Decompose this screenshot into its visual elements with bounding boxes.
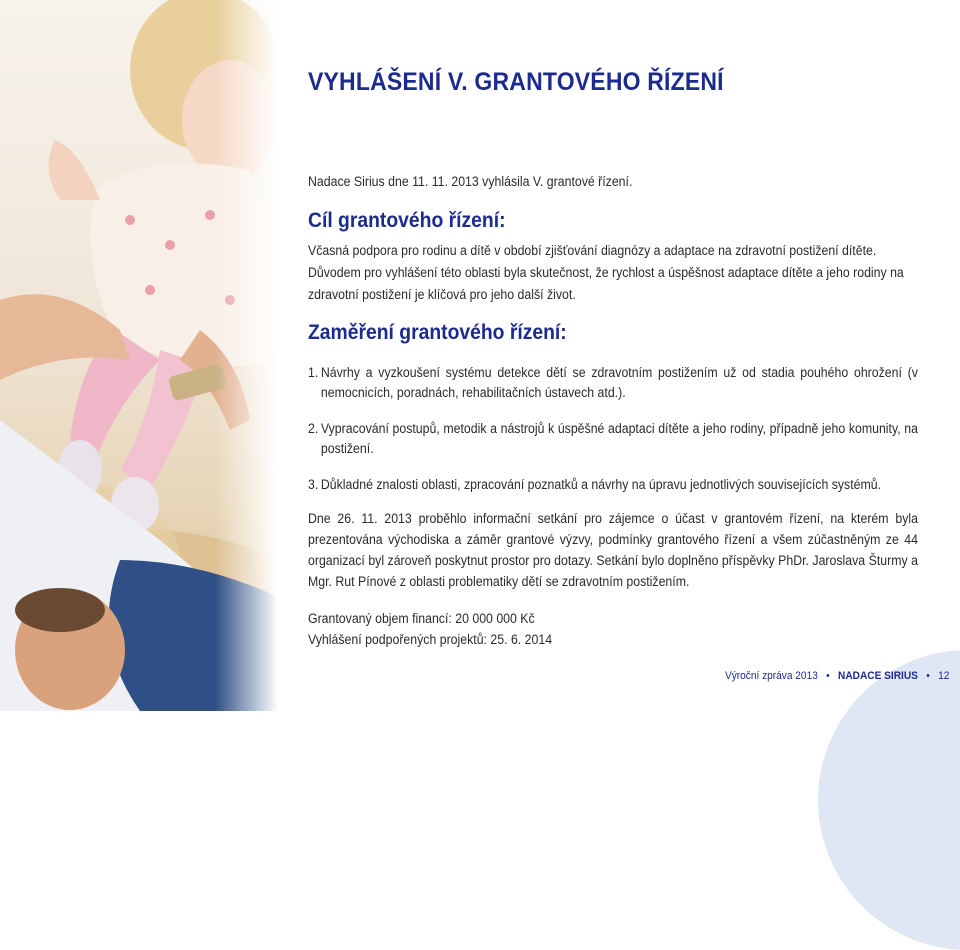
list-item-text: Návrhy a vyzkoušení systému detekce dětí se zdravotním postižením už od stadia pouhého ohrožení (v nemocnicích, poradnách, rehabilitačních ústavech atd.).: [320, 365, 918, 400]
list-item-number: 2.: [308, 421, 319, 436]
focus-list: [308, 363, 918, 495]
page-footer: [725, 670, 949, 682]
footer-report: Výroční zpráva 2013: [725, 670, 818, 682]
list-item-number: 3.: [308, 477, 319, 492]
list-item: [308, 419, 918, 459]
photo-parent-lifting-child: [0, 0, 285, 711]
decorative-corner-circle: [818, 650, 960, 950]
grant-volume: Grantovaný objem financí: 20 000 000 Kč: [308, 611, 535, 626]
list-item-text: Vypracování postupů, metodik a nástrojů k úspěšné adaptaci dítěte a jeho rodiny, případně jeho komunity, na postižení.: [320, 421, 918, 456]
meeting-text: Dne 26. 11. 2013 proběhlo informační setkání pro zájemce o účast v grantovém řízení, na kterém byla prezentována východiska a záměr grantové výzvy, podmínky grantového řízení a všem zúčastněným ze 44 organizací byl zároveň poskytnut prostor pro dotazy. Setkání bylo doplněno příspěvky PhDr. Jaroslava Šturmy a Mgr. Rut Pínové z oblasti problematiky dětí se zdravotním postižením.: [308, 511, 918, 589]
footer-bullet: •: [826, 670, 830, 682]
page-number: 12: [938, 670, 950, 682]
footer-bullet: •: [926, 670, 930, 682]
goal-text: Včasná podpora pro rodinu a dítě v období zjišťování diagnózy a adaptace na zdravotní postižení dítěte. Důvodem pro vyhlášení této oblasti byla skutečnost, že rychlost a úspěšnost adaptace dítěte a jeho rodiny na zdravotní postižení je klíčová pro jeho další život.: [308, 243, 904, 302]
list-item-text: Důkladné znalosti oblasti, zpracování poznatků a návrhy na úpravu jednotlivých souvisejících systémů.: [320, 477, 882, 492]
list-item: [308, 363, 918, 403]
goal-heading: Cíl grantového řízení:: [308, 209, 506, 232]
list-item-number: 1.: [308, 365, 319, 380]
page-title: VYHLÁŠENÍ V. GRANTOVÉHO ŘÍZENÍ: [308, 68, 724, 96]
intro-text: Nadace Sirius dne 11. 11. 2013 vyhlásila V. grantové řízení.: [308, 174, 633, 189]
focus-heading: Zaměření grantového řízení:: [308, 321, 567, 344]
list-item: [308, 475, 918, 495]
results-announcement: Vyhlášení podpořených projektů: 25. 6. 2014: [308, 632, 553, 647]
footer-brand: NADACE SIRIUS: [838, 670, 918, 682]
finance-block: [308, 608, 552, 650]
photo-fade: [215, 0, 285, 711]
